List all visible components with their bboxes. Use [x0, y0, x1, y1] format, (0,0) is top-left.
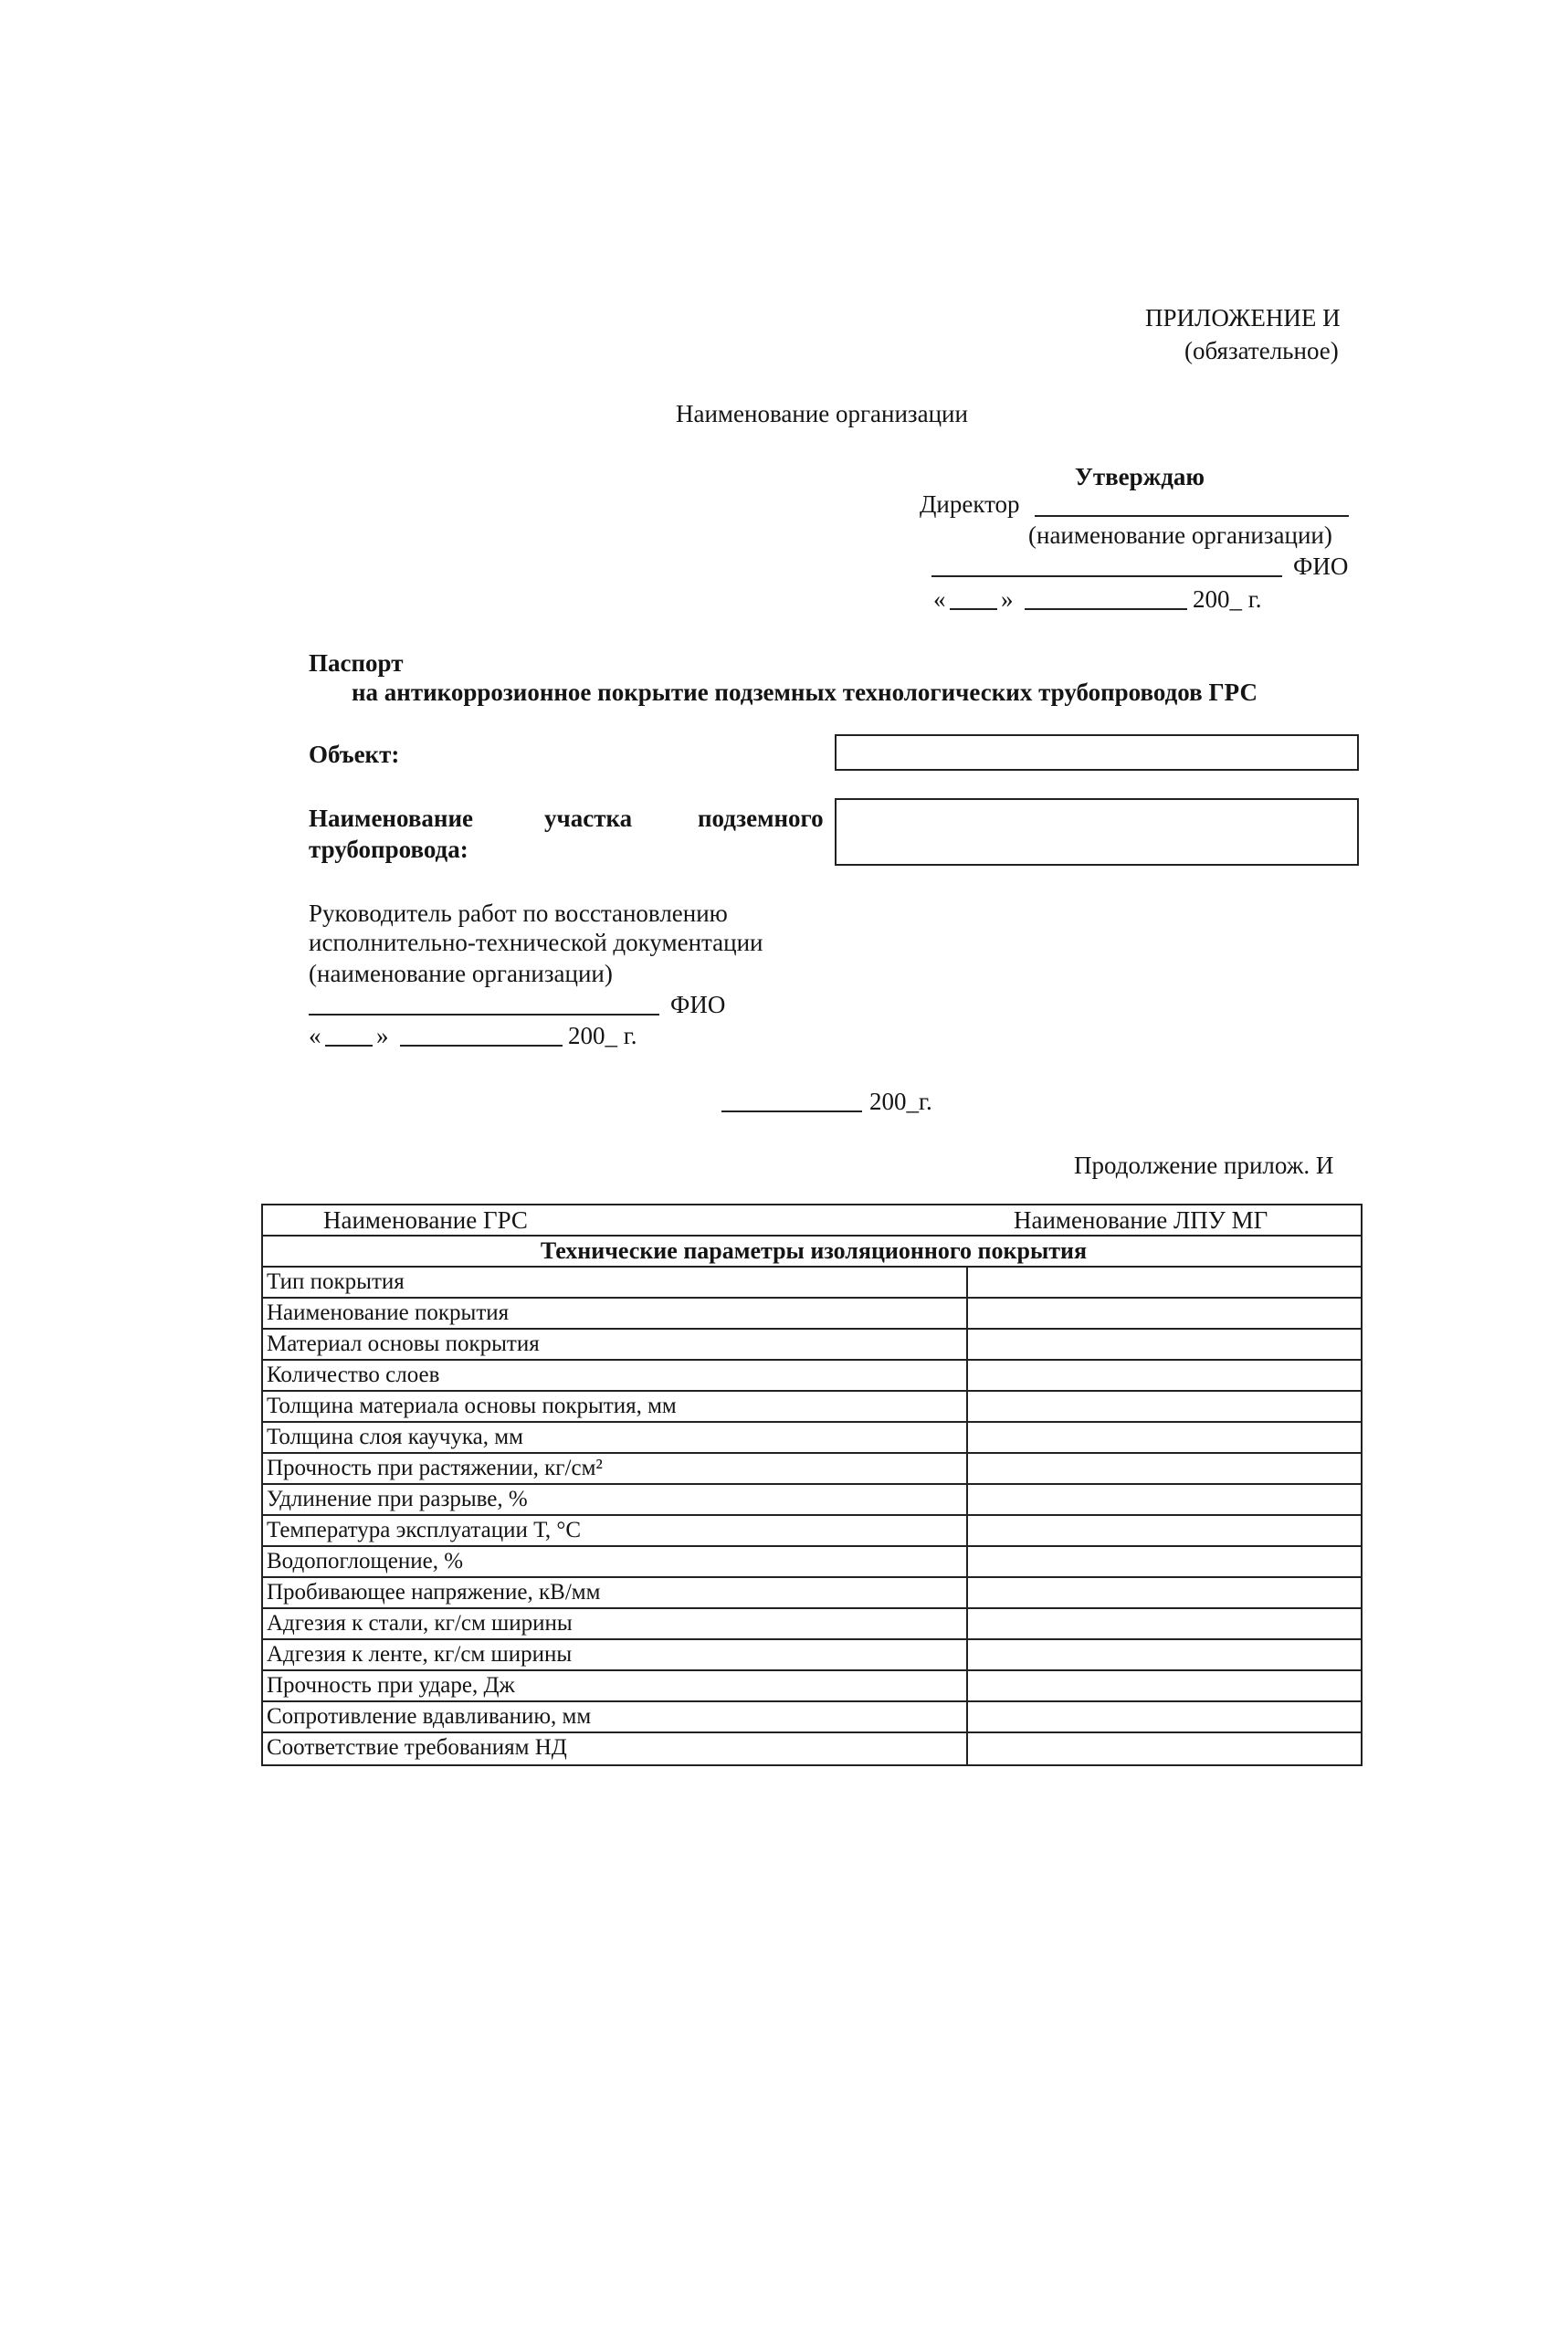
- parameter-value-cell[interactable]: [968, 1671, 1361, 1700]
- parameter-label: Толщина материала основы покрытия, мм: [263, 1392, 968, 1421]
- approval-day-line: [950, 608, 997, 610]
- doc-date-line: [721, 1110, 862, 1112]
- parameter-label: Удлинение при разрыве, %: [263, 1485, 968, 1514]
- section-input-box[interactable]: [835, 798, 1359, 866]
- parameter-value-cell[interactable]: [968, 1578, 1361, 1607]
- table-row: [263, 1392, 1361, 1423]
- table-row: [263, 1702, 1361, 1733]
- parameter-value-cell[interactable]: [968, 1330, 1361, 1359]
- table-row: [263, 1733, 1361, 1764]
- approval-heading: Утверждаю: [1075, 463, 1205, 490]
- manager-line3: (наименование организации): [309, 960, 613, 987]
- parameter-value-cell[interactable]: [968, 1609, 1361, 1638]
- continuation-label: Продолжение прилож. И: [1074, 1152, 1334, 1179]
- table-row: [263, 1268, 1361, 1299]
- header-lpu-name: Наименование ЛПУ МГ: [1014, 1206, 1268, 1234]
- header-grs-name: Наименование ГРС: [323, 1206, 528, 1234]
- parameter-value-cell[interactable]: [968, 1268, 1361, 1297]
- approval-month-line: [1025, 608, 1187, 610]
- parameter-label: Водопоглощение, %: [263, 1547, 968, 1576]
- manager-fio-label: ФИО: [670, 991, 726, 1018]
- object-input-box[interactable]: [835, 734, 1359, 771]
- table-row: [263, 1423, 1361, 1454]
- table-row: [263, 1609, 1361, 1640]
- parameter-label: Адгезия к ленте, кг/см ширины: [263, 1640, 968, 1669]
- parameter-label: Прочность при растяжении, кг/см²: [263, 1454, 968, 1483]
- section-label-word3: подземного: [698, 805, 824, 832]
- parameter-label: Температура эксплуатации Т, °С: [263, 1516, 968, 1545]
- director-label: Директор: [920, 490, 1020, 518]
- director-org-hint: (наименование организации): [1028, 521, 1332, 549]
- table-row: [263, 1516, 1361, 1547]
- doc-year: 200_г.: [869, 1088, 932, 1115]
- parameter-label: Пробивающее напряжение, кВ/мм: [263, 1578, 968, 1607]
- parameter-value-cell[interactable]: [968, 1392, 1361, 1421]
- table-row: [263, 1578, 1361, 1609]
- parameter-label: Прочность при ударе, Дж: [263, 1671, 968, 1700]
- approval-quote-open: «: [933, 585, 946, 613]
- passport-subtitle: на антикоррозионное покрытие подземных технологических трубопроводов ГРС: [352, 679, 1258, 706]
- parameter-value-cell[interactable]: [968, 1299, 1361, 1328]
- parameter-value-cell[interactable]: [968, 1485, 1361, 1514]
- manager-line1: Руководитель работ по восстановлению: [309, 900, 728, 927]
- table-row: [263, 1547, 1361, 1578]
- table-section-row: [263, 1237, 1361, 1268]
- table-row: [263, 1330, 1361, 1361]
- table-row: [263, 1299, 1361, 1330]
- table-row: [263, 1671, 1361, 1702]
- parameters-table: [261, 1204, 1363, 1766]
- table-row: [263, 1485, 1361, 1516]
- parameter-value-cell[interactable]: [968, 1702, 1361, 1731]
- parameter-value-cell[interactable]: [968, 1640, 1361, 1669]
- parameter-label: Тип покрытия: [263, 1268, 968, 1297]
- parameter-value-cell[interactable]: [968, 1516, 1361, 1545]
- appendix-title: ПРИЛОЖЕНИЕ И: [1145, 304, 1341, 332]
- parameter-label: Адгезия к стали, кг/см ширины: [263, 1609, 968, 1638]
- manager-quote-close: »: [376, 1022, 389, 1049]
- director-fio-label: ФИО: [1293, 553, 1349, 580]
- section-label-word2: участка: [544, 805, 633, 832]
- manager-year: 200_ г.: [568, 1022, 637, 1049]
- parameter-value-cell[interactable]: [968, 1733, 1361, 1764]
- manager-line2: исполнительно-технической документации: [309, 929, 763, 956]
- org-name-label: Наименование организации: [676, 400, 968, 427]
- parameter-value-cell[interactable]: [968, 1454, 1361, 1483]
- object-label: Объект:: [309, 741, 400, 768]
- parameter-value-cell[interactable]: [968, 1423, 1361, 1452]
- manager-quote-open: «: [309, 1022, 321, 1049]
- approval-quote-close: »: [1001, 585, 1014, 613]
- director-signature-line: [1035, 515, 1349, 517]
- passport-title: Паспорт: [309, 649, 404, 677]
- appendix-subtitle: (обязательное): [1184, 337, 1339, 364]
- table-row: [263, 1454, 1361, 1485]
- manager-day-line: [325, 1045, 373, 1047]
- table-row: [263, 1361, 1361, 1392]
- parameter-label: Соответствие требованиям НД: [263, 1733, 968, 1764]
- director-fio-line: [931, 575, 1282, 577]
- section-label-word1: Наименование: [309, 805, 473, 832]
- manager-month-line: [400, 1045, 563, 1047]
- manager-fio-line: [309, 1014, 659, 1016]
- parameter-label: Материал основы покрытия: [263, 1330, 968, 1359]
- parameter-value-cell[interactable]: [968, 1361, 1361, 1390]
- approval-year: 200_ г.: [1193, 585, 1262, 613]
- table-row: [263, 1640, 1361, 1671]
- table-header-row: [263, 1205, 1361, 1237]
- parameter-value-cell[interactable]: [968, 1547, 1361, 1576]
- parameter-label: Наименование покрытия: [263, 1299, 968, 1328]
- parameter-label: Количество слоев: [263, 1361, 968, 1390]
- table-section-title: Технические параметры изоляционного покрытия: [540, 1237, 1088, 1264]
- parameter-label: Толщина слоя каучука, мм: [263, 1423, 968, 1452]
- parameter-label: Сопротивление вдавливанию, мм: [263, 1702, 968, 1731]
- section-label-line2: трубопровода:: [309, 836, 468, 863]
